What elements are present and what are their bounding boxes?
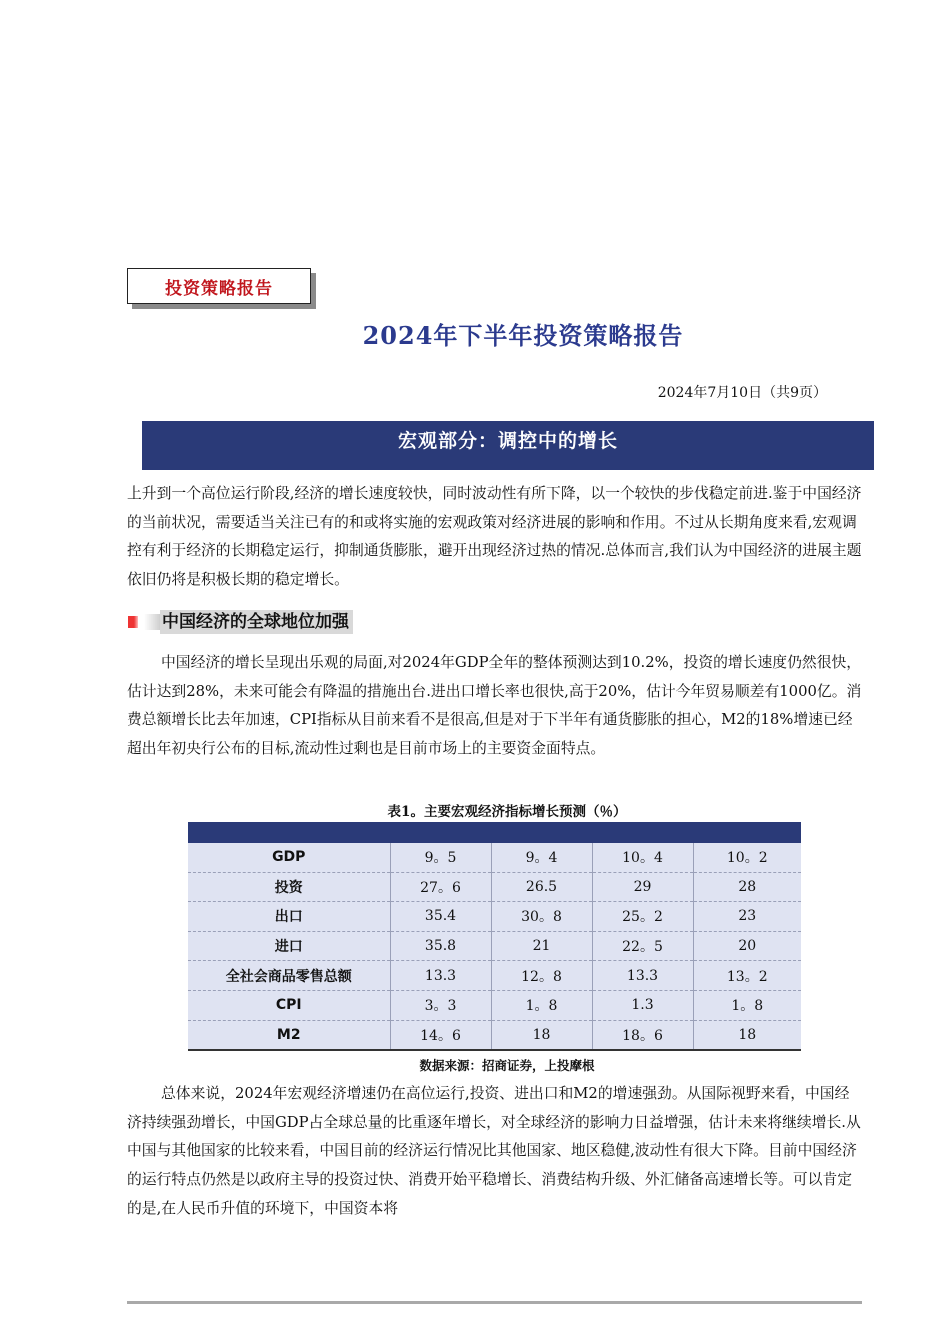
value-cell: 14。6	[390, 1020, 491, 1050]
table-header-cell	[491, 822, 592, 843]
value-cell: 27。6	[390, 872, 491, 902]
table-row	[188, 902, 801, 932]
section-banner	[142, 421, 874, 470]
value-cell: 13。2	[693, 961, 801, 991]
growth-paragraph: 中国经济的增长呈现出乐观的局面,对2024年GDP全年的整体预测达到10.2%，投资的增长速度仍然很快，估计达到28%，未来可能会有降温的措施出台.进出口增长率也很快,高于20%，估计今年贸易顺差有1000亿。消费总额增长比去年加速，CPI指标从目前来看不是很高,但是对于下半年有通货膨胀的担心，M2的18%增速已经超出年初央行公布的目标,流动性过剩也是目前市场上的主要资金面特点。	[127, 654, 862, 758]
value-cell: 1。8	[693, 990, 801, 1020]
value-cell: 13.3	[390, 961, 491, 991]
summary-paragraph: 总体来说，2024年宏观经济增速仍在高位运行,投资、进出口和M2的增速强劲。从国际视野来看，中国经济持续强劲增长，中国GDP占全球总量的比重逐年增长，对全球经济的影响力日益增强，估计未来将继续增长.从中国与其他国家的比较来看，中国目前的经济运行情况比其他国家、地区稳健,波动性有很大下降。目前中国经济的运行特点仍然是以政府主导的投资过快、消费开始平稳增长、消费结构升级、外汇储备高速增长等。可以肯定的是,在人民币升值的环境下，中国资本将	[127, 1085, 861, 1217]
row-label: 投资	[188, 872, 390, 902]
value-cell: 1。8	[491, 990, 592, 1020]
table-row	[188, 872, 801, 902]
table-header-cell	[693, 822, 801, 843]
value-cell: 25。2	[592, 902, 693, 932]
table-row	[188, 961, 801, 991]
table-row	[188, 990, 801, 1020]
section-heading	[128, 609, 353, 635]
value-cell: 18。6	[592, 1020, 693, 1050]
row-label: 全社会商品零售总额	[188, 961, 390, 991]
footer-divider	[127, 1301, 862, 1304]
value-cell: 1.3	[592, 990, 693, 1020]
report-date: 2024年7月10日（共9页）	[657, 385, 827, 401]
value-cell: 10。4	[592, 843, 693, 872]
report-type-box	[127, 268, 311, 304]
table-row	[188, 1020, 801, 1050]
table-caption: 表1。主要宏观经济指标增长预测（％）	[387, 804, 627, 820]
value-cell: 20	[693, 931, 801, 961]
table-source: 数据来源：招商证券，上投摩根	[419, 1058, 595, 1073]
value-cell: 23	[693, 902, 801, 932]
row-label: M2	[188, 1020, 390, 1050]
value-cell: 3。3	[390, 990, 491, 1020]
value-cell: 18	[491, 1020, 592, 1050]
value-cell: 22。5	[592, 931, 693, 961]
value-cell: 30。8	[491, 902, 592, 932]
table-header-row	[188, 822, 801, 843]
value-cell: 26.5	[491, 872, 592, 902]
row-label: 进口	[188, 931, 390, 961]
row-label: 出口	[188, 902, 390, 932]
value-cell: 9。4	[491, 843, 592, 872]
table-header-cell	[592, 822, 693, 843]
table-header-cell	[188, 822, 390, 843]
report-type-label: 投资策略报告	[165, 278, 273, 299]
section-heading-text: 中国经济的全球地位加强	[160, 610, 353, 634]
value-cell: 12。8	[491, 961, 592, 991]
row-label: GDP	[188, 843, 390, 872]
row-label: CPI	[188, 990, 390, 1020]
table-header-cell	[390, 822, 491, 843]
value-cell: 18	[693, 1020, 801, 1050]
bullet-marker-icon	[128, 616, 138, 628]
value-cell: 35.8	[390, 931, 491, 961]
heading-bar-decoration	[144, 614, 160, 630]
table-row	[188, 843, 801, 872]
value-cell: 9。5	[390, 843, 491, 872]
macro-indicator-table	[188, 822, 801, 1051]
value-cell: 29	[592, 872, 693, 902]
value-cell: 21	[491, 931, 592, 961]
value-cell: 13.3	[592, 961, 693, 991]
intro-paragraph: 上升到一个高位运行阶段,经济的增长速度较快，同时波动性有所下降，以一个较快的步伐稳定前进.鉴于中国经济的当前状况，需要适当关注已有的和或将实施的宏观政策对经济进展的影响和作用。不过从长期角度来看,宏观调控有利于经济的长期稳定运行，抑制通货膨胀，避开出现经济过热的情况.总体而言,我们认为中国经济的进展主题依旧仍将是积极长期的稳定增长。	[127, 485, 862, 589]
section-banner-title: 宏观部分：调控中的增长	[397, 430, 618, 452]
table-row	[188, 931, 801, 961]
value-cell: 28	[693, 872, 801, 902]
value-cell: 10。2	[693, 843, 801, 872]
report-title: 2024年下半年投资策略报告	[362, 321, 684, 350]
value-cell: 35.4	[390, 902, 491, 932]
